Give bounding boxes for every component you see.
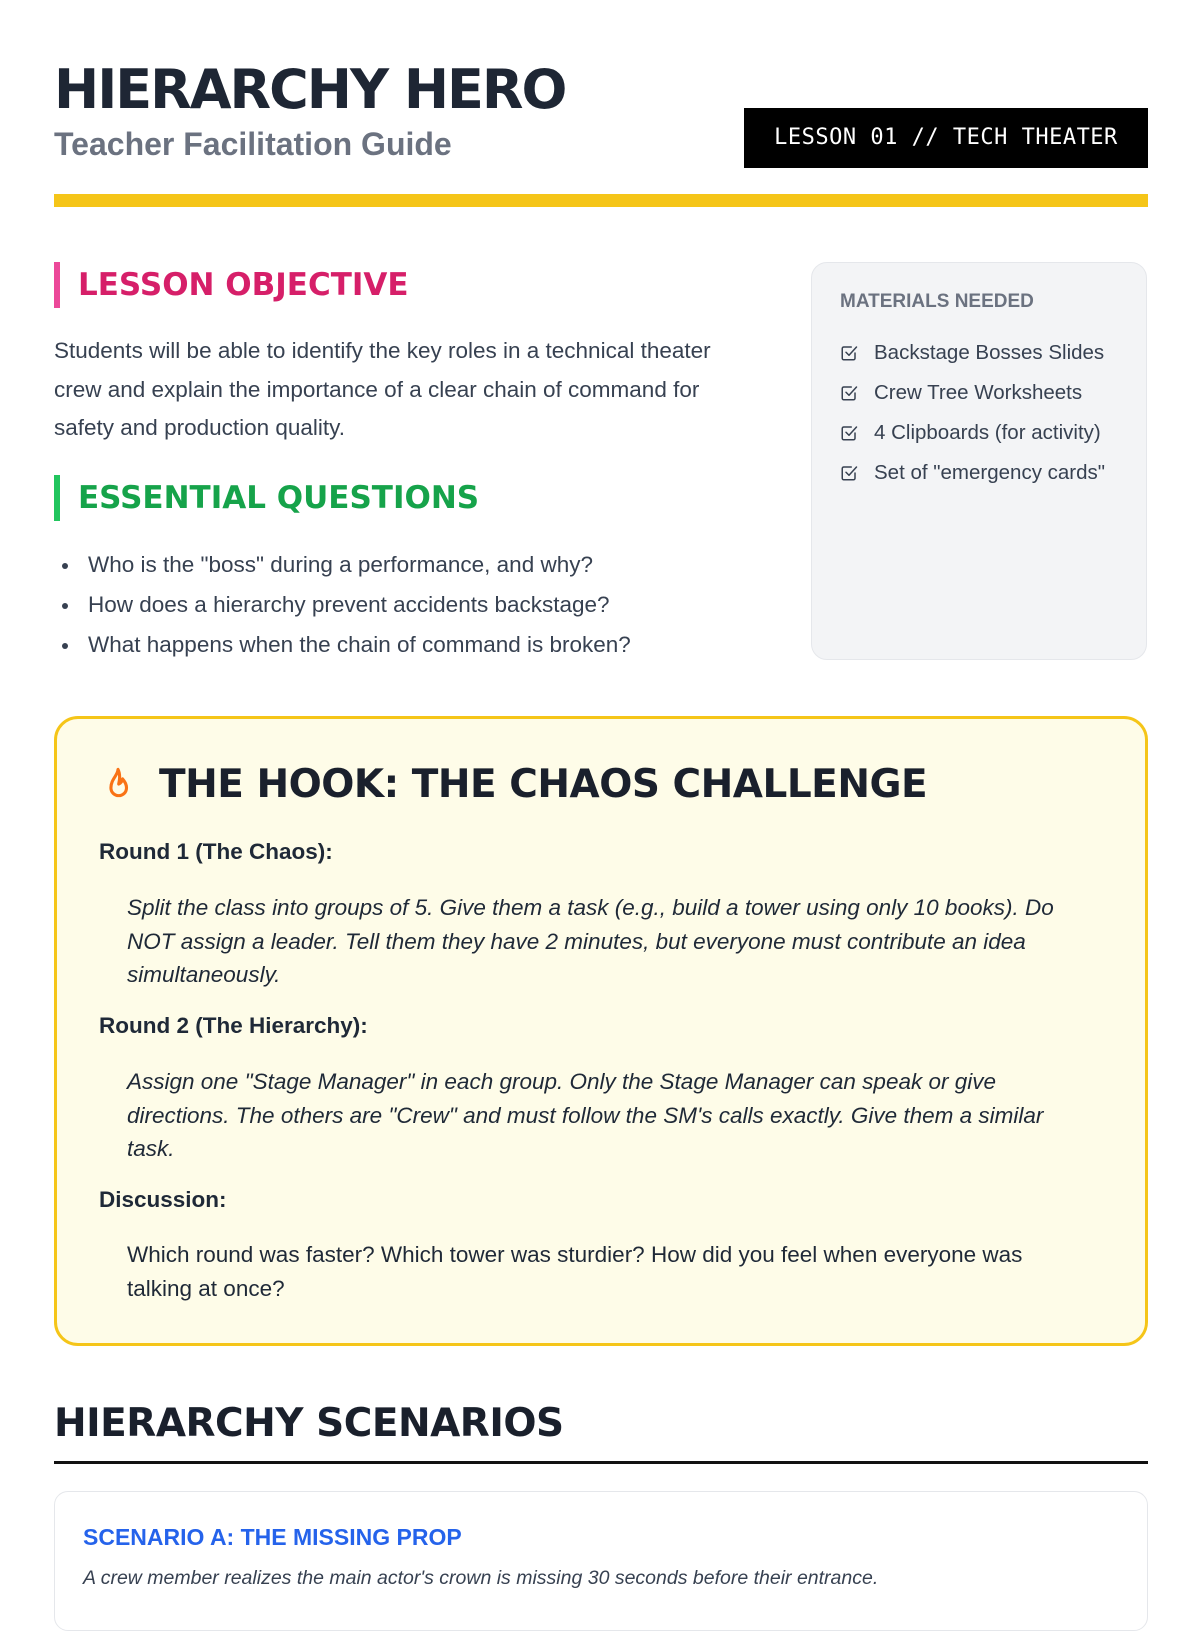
scenarios-divider: [54, 1461, 1148, 1464]
round-2-label: Round 2 (The Hierarchy):: [99, 1013, 368, 1038]
scenarios-heading: HIERARCHY SCENARIOS: [54, 1401, 564, 1446]
page-subtitle: Teacher Facilitation Guide: [54, 126, 452, 162]
essential-questions-list: [54, 545, 754, 665]
round-2-text: Assign one "Stage Manager" in each group. Only the Stage Manager can speak or give directions. The others are "Crew" and must follow the SM's calls exactly. Give them a similar task.: [127, 1069, 1044, 1161]
material-item: [840, 453, 1105, 493]
scenario-title: SCENARIO A: THE MISSING PROP: [83, 1524, 462, 1550]
round-1-text: Split the class into groups of 5. Give them a task (e.g., build a tower using only 10 books). Do NOT assign a leader. Tell them they have 2 minutes, but everyone must contribute an idea simultaneously.: [127, 895, 1054, 987]
lesson-objective-heading: LESSON OBJECTIVE: [54, 262, 409, 308]
hook-header: [101, 757, 927, 813]
materials-list: [840, 333, 1105, 493]
page-title: HIERARCHY HERO: [54, 58, 566, 121]
material-item: [840, 373, 1105, 413]
round-1-label: Round 1 (The Chaos):: [99, 839, 333, 864]
lesson-objective-text: Students will be able to identify the key roles in a technical theater crew and explain the importance of a clear chain of command for safety and production quality.: [54, 338, 711, 440]
fire-icon: [101, 765, 135, 805]
hook-card: [54, 716, 1148, 1346]
checkbox-icon: [840, 424, 858, 442]
discussion-label: Discussion:: [99, 1187, 227, 1212]
material-label: Crew Tree Worksheets: [874, 381, 1083, 404]
material-item: [840, 333, 1105, 373]
question-item: Who is the "boss" during a performance, and why?: [54, 545, 754, 585]
material-label: Backstage Bosses Slides: [874, 341, 1105, 364]
header-divider: [54, 194, 1148, 207]
materials-title: MATERIALS NEEDED: [840, 291, 1034, 312]
question-item: What happens when the chain of command is broken?: [54, 625, 754, 665]
hook-title: THE HOOK: THE CHAOS CHALLENGE: [159, 762, 928, 807]
checkbox-icon: [840, 344, 858, 362]
scenario-description: A crew member realizes the main actor's crown is missing 30 seconds before their entrance.: [83, 1567, 879, 1589]
materials-card: [811, 262, 1147, 660]
checkbox-icon: [840, 464, 858, 482]
question-item: How does a hierarchy prevent accidents backstage?: [54, 585, 754, 625]
checkbox-icon: [840, 384, 858, 402]
essential-questions-heading: ESSENTIAL QUESTIONS: [54, 475, 479, 521]
material-item: [840, 413, 1105, 453]
lesson-badge: LESSON 01 // TECH THEATER: [744, 108, 1148, 168]
page-header: [54, 54, 1148, 162]
scenario-card: [54, 1491, 1148, 1631]
material-label: Set of "emergency cards": [874, 461, 1106, 484]
discussion-text: Which round was faster? Which tower was sturdier? How did you feel when everyone was talking at once?: [127, 1242, 1023, 1301]
material-label: 4 Clipboards (for activity): [874, 421, 1101, 444]
